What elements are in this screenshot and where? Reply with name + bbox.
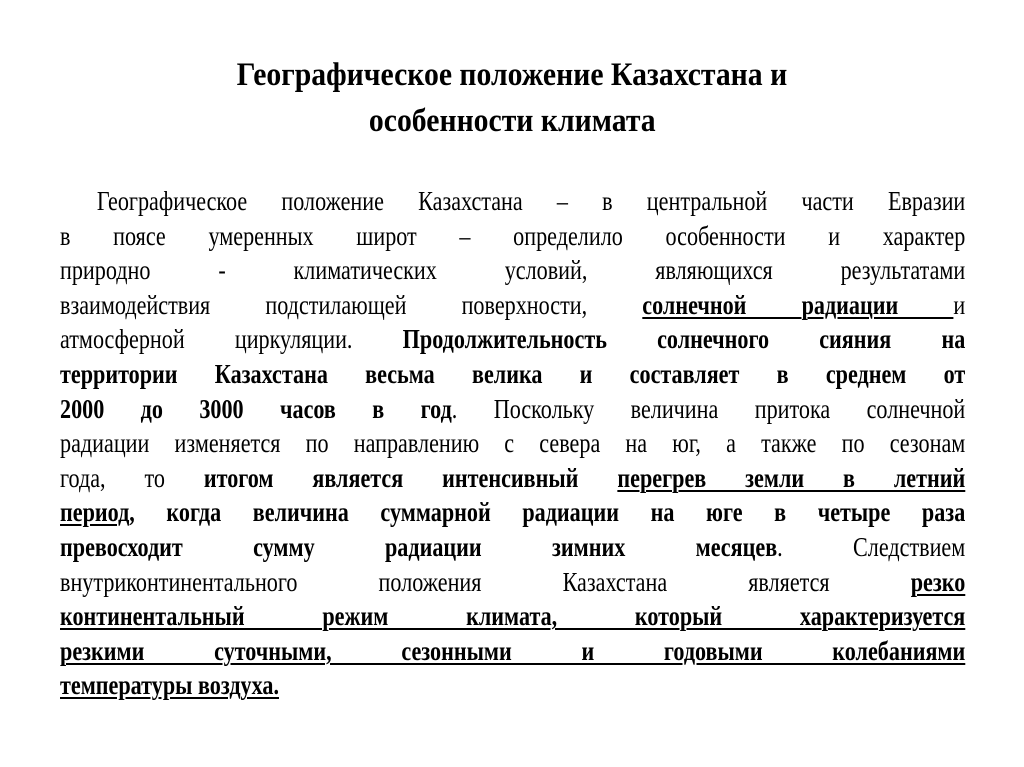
bold-text: 2000 до 3000 часов в год xyxy=(60,393,452,424)
plain-text: атмосферной циркуляции. xyxy=(60,324,403,355)
plain-text: взаимодействия подстилающей поверхности, xyxy=(60,289,643,320)
title-line-1: Географическое положение Казахстана и xyxy=(236,57,788,93)
text-line xyxy=(60,392,965,427)
text-line xyxy=(60,461,965,496)
text-line xyxy=(60,599,965,634)
title-line-2: особенности климата xyxy=(368,103,656,139)
text-line xyxy=(60,634,965,669)
plain-text: и xyxy=(953,289,966,320)
text-line xyxy=(60,426,965,461)
text-line xyxy=(60,253,965,288)
emphasized-underlined-text: континентальный режим климата, который характеризуется xyxy=(60,601,966,632)
emphasized-underlined-text: солнечной радиации xyxy=(642,289,954,320)
text-line xyxy=(60,495,965,530)
bold-text: итогом является интенсивный xyxy=(203,462,618,493)
text-line xyxy=(60,184,965,219)
text-line xyxy=(60,288,965,323)
plain-text: радиации изменяется по направлению с севера на юг, а также по сезонам xyxy=(60,428,966,459)
text-line xyxy=(60,357,965,392)
emphasized-underlined-text: период xyxy=(60,497,130,528)
bold-text: Продолжительность солнечного сияния на xyxy=(402,324,966,355)
text-line xyxy=(60,668,965,703)
emphasized-underlined-text: температуры воздуха. xyxy=(60,670,279,701)
text-line xyxy=(60,322,965,357)
emphasized-underlined-text: перегрев земли в летний xyxy=(617,462,966,493)
body-paragraph xyxy=(60,184,965,703)
plain-text: года, то xyxy=(60,462,204,493)
plain-text: природно - климатических условий, являющихся результатами xyxy=(60,255,966,286)
bold-text: территории Казахстана весьма велика и составляет в среднем от xyxy=(60,358,966,389)
emphasized-underlined-text: резко xyxy=(910,566,966,597)
bold-text: превосходит сумму радиации зимних месяцев xyxy=(60,531,778,562)
plain-text: Географическое положение Казахстана – в центральной части Евразии xyxy=(96,186,966,216)
emphasized-underlined-text: резкими суточными, сезонными и годовыми колебаниями xyxy=(60,635,966,666)
plain-text: . Поскольку величина притока солнечной xyxy=(451,393,966,424)
plain-text: . Следствием xyxy=(777,531,966,562)
text-line xyxy=(60,219,965,254)
page-title xyxy=(0,52,1024,144)
plain-text: внутриконтинентального положения Казахстана является xyxy=(60,566,911,597)
text-line xyxy=(60,565,965,600)
text-line xyxy=(60,530,965,565)
bold-text: , когда величина суммарной радиации на юге в четыре раза xyxy=(129,497,966,528)
plain-text: в поясе умеренных широт – определило особенности и характер xyxy=(60,220,966,251)
